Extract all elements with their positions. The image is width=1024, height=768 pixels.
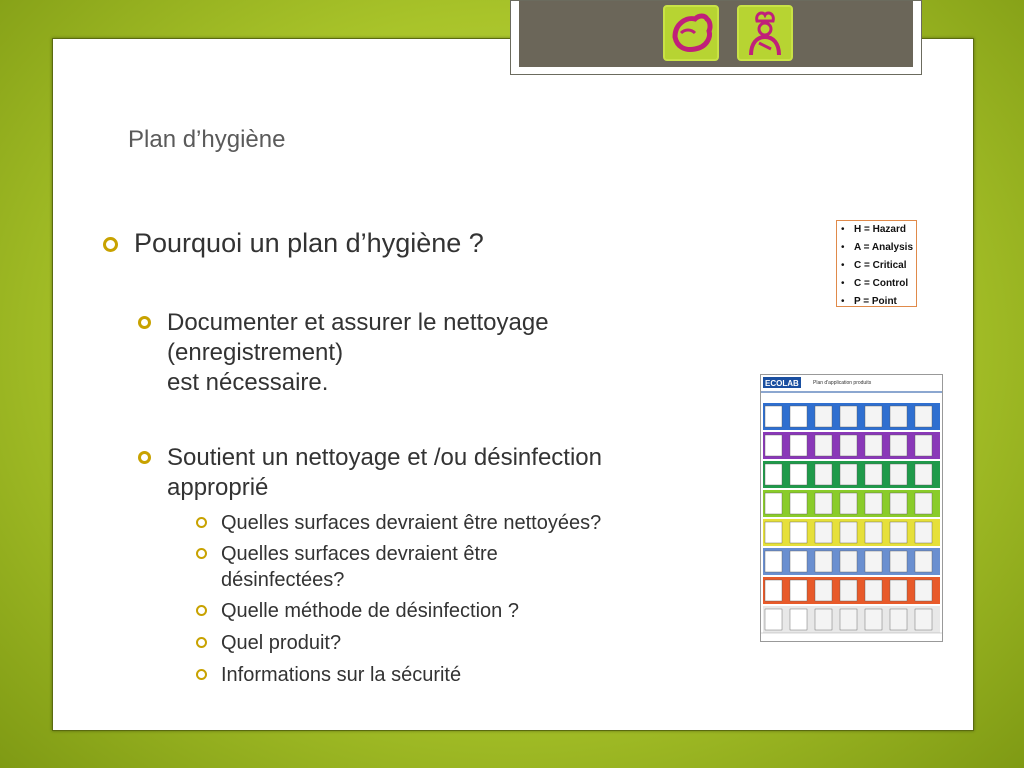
chart-cell [865, 493, 882, 514]
chart-cell [765, 464, 782, 485]
question-item: Quelles surfaces devraient être désinfectées? [196, 541, 498, 593]
chart-cell [815, 522, 832, 543]
chart-cell [865, 580, 882, 601]
chart-cell [865, 435, 882, 456]
chart-cell [890, 580, 907, 601]
chart-cell [765, 522, 782, 543]
chart-cell [790, 580, 807, 601]
sub-bullet-soutient: Soutient un nettoyage et /ou désinfection approprié [138, 443, 602, 503]
chart-cell [790, 435, 807, 456]
chart-cell [765, 406, 782, 427]
chart-cell [790, 551, 807, 572]
chart-cell [815, 464, 832, 485]
chart-cell [890, 435, 907, 456]
bullet-icon [138, 451, 151, 464]
chart-cell [765, 609, 782, 630]
chart-cell [840, 522, 857, 543]
header-bar [510, 0, 922, 75]
chart-cell [815, 609, 832, 630]
chart-cell [890, 522, 907, 543]
bullet-icon [103, 237, 118, 252]
chart-cell [840, 406, 857, 427]
chart-cell [915, 609, 932, 630]
chart-cell [915, 493, 932, 514]
chart-cell [840, 464, 857, 485]
chart-cell [840, 609, 857, 630]
chart-cell [915, 435, 932, 456]
bullet-icon [196, 669, 207, 680]
chart-cell [765, 551, 782, 572]
chart-cell [915, 580, 932, 601]
bullet-icon [196, 605, 207, 616]
chart-cell [840, 580, 857, 601]
chart-cell [915, 522, 932, 543]
chart-cell [840, 551, 857, 572]
chart-cell [915, 406, 932, 427]
chart-cell [890, 493, 907, 514]
chart-cell [790, 464, 807, 485]
chart-cell [765, 580, 782, 601]
bullet-icon [196, 517, 207, 528]
ecolab-chart-image [761, 375, 942, 641]
chart-cell [865, 551, 882, 572]
haccp-box [836, 220, 917, 307]
chart-cell [890, 464, 907, 485]
question-item: Quel produit? [196, 630, 341, 656]
chart-cell [815, 551, 832, 572]
chart-cell [865, 522, 882, 543]
chart-cell [865, 609, 882, 630]
main-bullet [103, 228, 484, 259]
chart-cell [765, 493, 782, 514]
chart-cell [815, 435, 832, 456]
haccp-item: • C = Control [837, 276, 916, 294]
chef-icon [737, 5, 793, 61]
sub-bullet-documenter: Documenter et assurer le nettoyage (enregistrement) est nécessaire. [138, 308, 549, 398]
chart-cell [790, 406, 807, 427]
haccp-item: • H = Hazard [837, 222, 916, 240]
chart-cell [890, 609, 907, 630]
chart-cell [865, 406, 882, 427]
bullet-icon [138, 316, 151, 329]
chart-cell [840, 493, 857, 514]
piggy-bank-icon [663, 5, 719, 61]
chart-cell [840, 435, 857, 456]
haccp-item: • A = Analysis [837, 240, 916, 258]
question-item: Quelles surfaces devraient être nettoyées? [196, 510, 601, 536]
chart-cell [790, 609, 807, 630]
ecolab-title: Plan d'application produits [813, 380, 872, 386]
chart-cell [790, 493, 807, 514]
haccp-item: • C = Critical [837, 258, 916, 276]
chart-cell [915, 464, 932, 485]
slide-title: Plan d’hygiène [128, 126, 286, 153]
main-bullet-text: Pourquoi un plan d’hygiène ? [134, 228, 484, 258]
chart-cell [790, 522, 807, 543]
bullet-icon [196, 548, 207, 559]
chart-cell [765, 435, 782, 456]
ecolab-application-chart [760, 374, 943, 642]
chart-cell [915, 551, 932, 572]
haccp-item: • P = Point [837, 294, 916, 312]
chart-cell [815, 406, 832, 427]
ecolab-brand: ECOLAB [765, 379, 799, 388]
question-item: Quelle méthode de désinfection ? [196, 598, 519, 624]
question-item: Informations sur la sécurité [196, 662, 461, 688]
chart-cell [815, 493, 832, 514]
bullet-icon [196, 637, 207, 648]
chart-cell [890, 406, 907, 427]
chart-cell [890, 551, 907, 572]
chart-cell [865, 464, 882, 485]
chart-cell [815, 580, 832, 601]
